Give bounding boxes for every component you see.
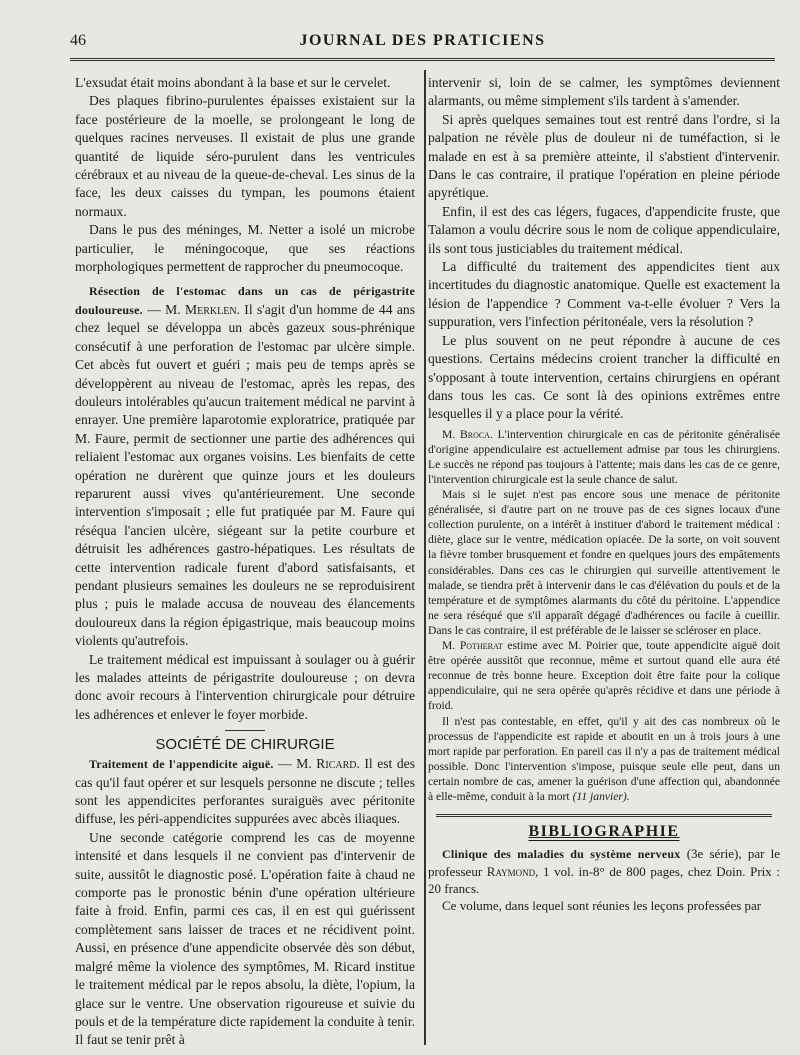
bibliography-rule xyxy=(436,814,772,817)
book-text: par le professeur xyxy=(428,846,781,880)
small-paragraph xyxy=(428,638,780,713)
paragraph: Ce volume, dans lequel sont réunies les leçons professées par xyxy=(442,898,762,914)
book-title: Clinique des maladies du système nerveux xyxy=(442,847,681,862)
article-author: M. Ricard. xyxy=(296,756,360,772)
date-note: (11 janvier). xyxy=(572,789,630,803)
article-paragraph: Traitement de l'appendicite aiguë. — M. Ricard. Il est des cas qu'il faut opérer et sur lesquels personne ne discute ; telles sont les appendicites perforantes suraiguës avec péritonite diffuse, les péri-appendicites suppurées avec abcès iliaques. xyxy=(75,756,415,827)
bibliography-entry xyxy=(428,845,780,897)
article-text: estime avec M. Poirier que, toute appendicite aiguë doit être opérée aussitôt que reconnue, même et surtout quand elle aura été reconnue de très bonne heure. Exception doit être faite pour la colique appendiculaire, qui ne sera opérée qu'après récidive et dans une période à froid. xyxy=(428,639,780,713)
article-text: Il est des cas qu'il faut opérer et sur lesquels personne ne discute ; telles sont les appendicites perforantes suraiguës avec péritonite diffuse, les péri-appendicites suppurées avec abcès iliaques. xyxy=(75,756,415,827)
paragraph: intervenir si, loin de se calmer, les symptômes deviennent alarmants, ou même simplement s'ils tardent à s'amender. xyxy=(428,75,780,109)
section-title: SOCIÉTÉ DE CHIRURGIE xyxy=(75,736,415,753)
paragraph: Le plus souvent on ne peut répondre à aucune de ces questions. Certains médecins croient trancher la difficulté en s'opposant à toute intervention, certains chirurgiens en opérant dans tous les cas. Ce sont là des opinions extrêmes entre lesquelles il y a place pour la vérité. xyxy=(428,332,780,422)
paragraph: Dans le pus des méninges, M. Netter a isolé un microbe particulier, le méningocoque, que ses réactions morphologiques permettent de rapprocher du pneumocoque. xyxy=(75,222,415,275)
paragraph: Le traitement médical est impuissant à soulager ou à guérir les malades atteints de périgastrite douloureuse ; on devra donc avoir recours à l'intervention chirurgicale pour détruire les adhérences et enlever le foyer morbide. xyxy=(75,651,415,722)
paragraph: Une seconde catégorie comprend les cas de moyenne intensité et dans lesquels il ne convient pas d'intervenir de suite, aussitôt le diagnostic posé. L'opération faite à chaud ne comporte pas le pronostic bénin d'une opération ultérieure faite à froid. Enfin, parmi ces cas, il en est qui guérissent complètement sans laisser de traces et ne récidivent point. Aussi, en présence d'une appendicite observée dès son début, malgré même la violence des symptômes, M. Ricard institue le traitement médical par le repos absolu, la diète, l'opium, la glace sur le ventre. Une observation rigoureuse et suivie du pouls et de la température dicte rapidement la conduite à tenir. Il faut se tenir prêt à xyxy=(75,829,415,1048)
right-column xyxy=(428,74,780,914)
paragraph: Enfin, il est des cas légers, fugaces, d'appendicite fruste, que Talamon a voulu décrire sous le nom de colique appendiculaire, ils sont tous justiciables du traitement médical. xyxy=(428,203,780,256)
journal-title: JOURNAL DES PRATICIENS xyxy=(299,32,546,49)
article-text: L'intervention chirurgicale en cas de péritonite généralisée d'origine appendiculaire est actuellement admise par tous les chirurgiens. Le succès ne répond pas toujours à l'attente; mais dans les cas de ce genre, l'intervention chirurgicale est la seule chance de salut. xyxy=(428,427,780,486)
article-paragraph: Résection de l'estomac dans un cas de périgastrite douloureuse. — M. Merklen. Il s'agit d'un homme de 44 ans chez lequel se développa un abcès gazeux sous-phrénique consécutif à une perforation de l'estomac par ulcère simple. Cet abcès fut ouvert et guéri ; mais peu de temps après se développèrent au niveau de l'estomac, après les repas, des douleurs intolérables qu'aucun traitement médical ne parvint à enrayer. Une première laparotomie exploratrice, pratiquée par M. Faure, permit de sectionner une partie des adhérences qui reliaient l'estomac aux organes voisins. Les bienfaits de cette opération ne durèrent que quinze jours et les douleurs reparurent aussi vives qu'antérieurement. Une seconde intervention s'imposait ; elle fut pratiquée par M. Faure qui réséqua l'ancien ulcère, siégeant sur la petite courbure et détruisit les adhérences gastro-hépatiques. Les résultats de cette intervention radicale furent d'abord satisfaisants, et pendant plusieurs semaines les douleurs ne se reproduisirent plus ; puis le malade accusa de nouveau des élancements douloureux dans la région épigastrique, mais beaucoup moins violents qu'autrefois. xyxy=(75,284,415,649)
book-author: Raymond, xyxy=(486,864,539,880)
article-text: Il n'est pas contestable, en effet, qu'il y ait des cas nombreux où le processus de l'appendicite est rapide et aboutit en un à trois jours à une mort rapide par perforation. En pareil cas il n'y a pas de traitement médical possible. Donc l'intervention s'impose, puisque seule elle peut, dans un certain nombre de cas, amener la guérison d'une affection qui, abandonnée à elle-même, conduit à la mort xyxy=(428,714,780,803)
article-author: M. Broca. xyxy=(442,427,493,441)
column-divider xyxy=(424,70,426,1045)
page-number: 46 xyxy=(70,32,86,49)
article-heading: Traitement de l'appendicite aiguë. xyxy=(89,757,274,772)
article-text: Il s'agit d'un homme de 44 ans chez lequel se développa un abcès gazeux sous-phrénique consécutif à une perforation de l'estomac par ulcère simple. Cet abcès fut ouvert et guéri ; mais peu de temps après se développèrent au niveau de l'estomac, après les repas, des douleurs intolérables qu'aucun traitement médical ne parvint à enrayer. Une première laparotomie exploratrice, pratiquée par M. Faure, permit de sectionner une partie des adhérences qui reliaient l'estomac aux organes voisins. Les bienfaits de cette opération ne durèrent que quinze jours et les douleurs reparurent aussi vives qu'antérieurement. Une seconde intervention s'imposait ; elle fut pratiquée par M. Faure qui réséqua l'ancien ulcère, siégeant sur la petite courbure et détruisit les adhérences gastro-hépatiques. Les résultats de cette intervention radicale furent d'abord satisfaisants, et pendant plusieurs semaines les douleurs ne se reproduisirent plus ; puis le malade accusa de nouveau des élancements douloureux dans la région épigastrique, mais beaucoup moins violents qu'autrefois. xyxy=(75,301,415,649)
paragraph: Si après quelques semaines tout est rentré dans l'ordre, si la palpation ne révèle plus de douleur ni de tuméfaction, si le malade en est à sa première atteinte, il s'abstient d'intervenir. Dans le cas contraire, il pratique l'opération en pleine période apyrétique. xyxy=(428,111,780,201)
header-rule xyxy=(70,58,775,61)
bibliography-title: BIBLIOGRAPHIE xyxy=(528,823,680,841)
book-details: 1 vol. in-8° de 800 pages, chez Doin. Prix : 20 francs. xyxy=(428,864,781,897)
small-paragraph xyxy=(428,714,780,805)
paragraph: Des plaques fibrino-purulentes épaisses existaient sur la face postérieure de la moelle, se prolongeant le long de quelques racines nerveuses. Il existait de plus une grande quantité de liquide séro-purulent dans les ventricules cérébraux et au niveau de la queue-de-cheval. Les sinus de la face, les deux caisses du tympan, les poumons étaient normaux. xyxy=(75,93,415,219)
book-series: (3e série), xyxy=(686,846,742,862)
paragraph: L'exsudat était moins abondant à la base et sur le cervelet. xyxy=(75,75,391,90)
page-header xyxy=(70,32,775,54)
small-paragraph: Mais si le sujet n'est pas encore sous une menace de péritonite généralisée, si d'autre part on ne trouve pas de ces signes locaux d'une collection purulente, on a intérêt à instituer d'abord le traitement médical : diète, glace sur le ventre, médication opiacée. De la sorte, on voit souvent la fièvre tomber brusquement et fondre en quelques jours des empâtements considérables. Dans ces cas le chirurgien qui surveille attentivement le malade, se tiendra prêt à intervenir dans le cas d'élévation du pouls et de la température et de symptômes alarmants du côté du péritoine. L'appendice ne sera réséqué que s'il apparaît dégagé d'adhérences ou facile à cueillir. Dans le cas contraire, il est préférable de le laisser se scléroser en place. xyxy=(428,488,780,637)
article-author: M. Merklen. xyxy=(165,301,240,317)
paragraph: La difficulté du traitement des appendicites tient aux incertitudes du diagnostic anatomique. Quelle est exactement la lésion de l'appendice ? Comment va-t-elle évoluer ? Vers la suppuration, vers l'infection péritonéale, vers la résolution ? xyxy=(428,259,780,330)
article-heading: Résection de l'estomac dans un cas de périgastrite douloureuse. xyxy=(75,284,415,317)
small-paragraph xyxy=(428,427,780,487)
article-author: M. Potherat xyxy=(442,639,503,653)
left-column xyxy=(75,74,415,1050)
